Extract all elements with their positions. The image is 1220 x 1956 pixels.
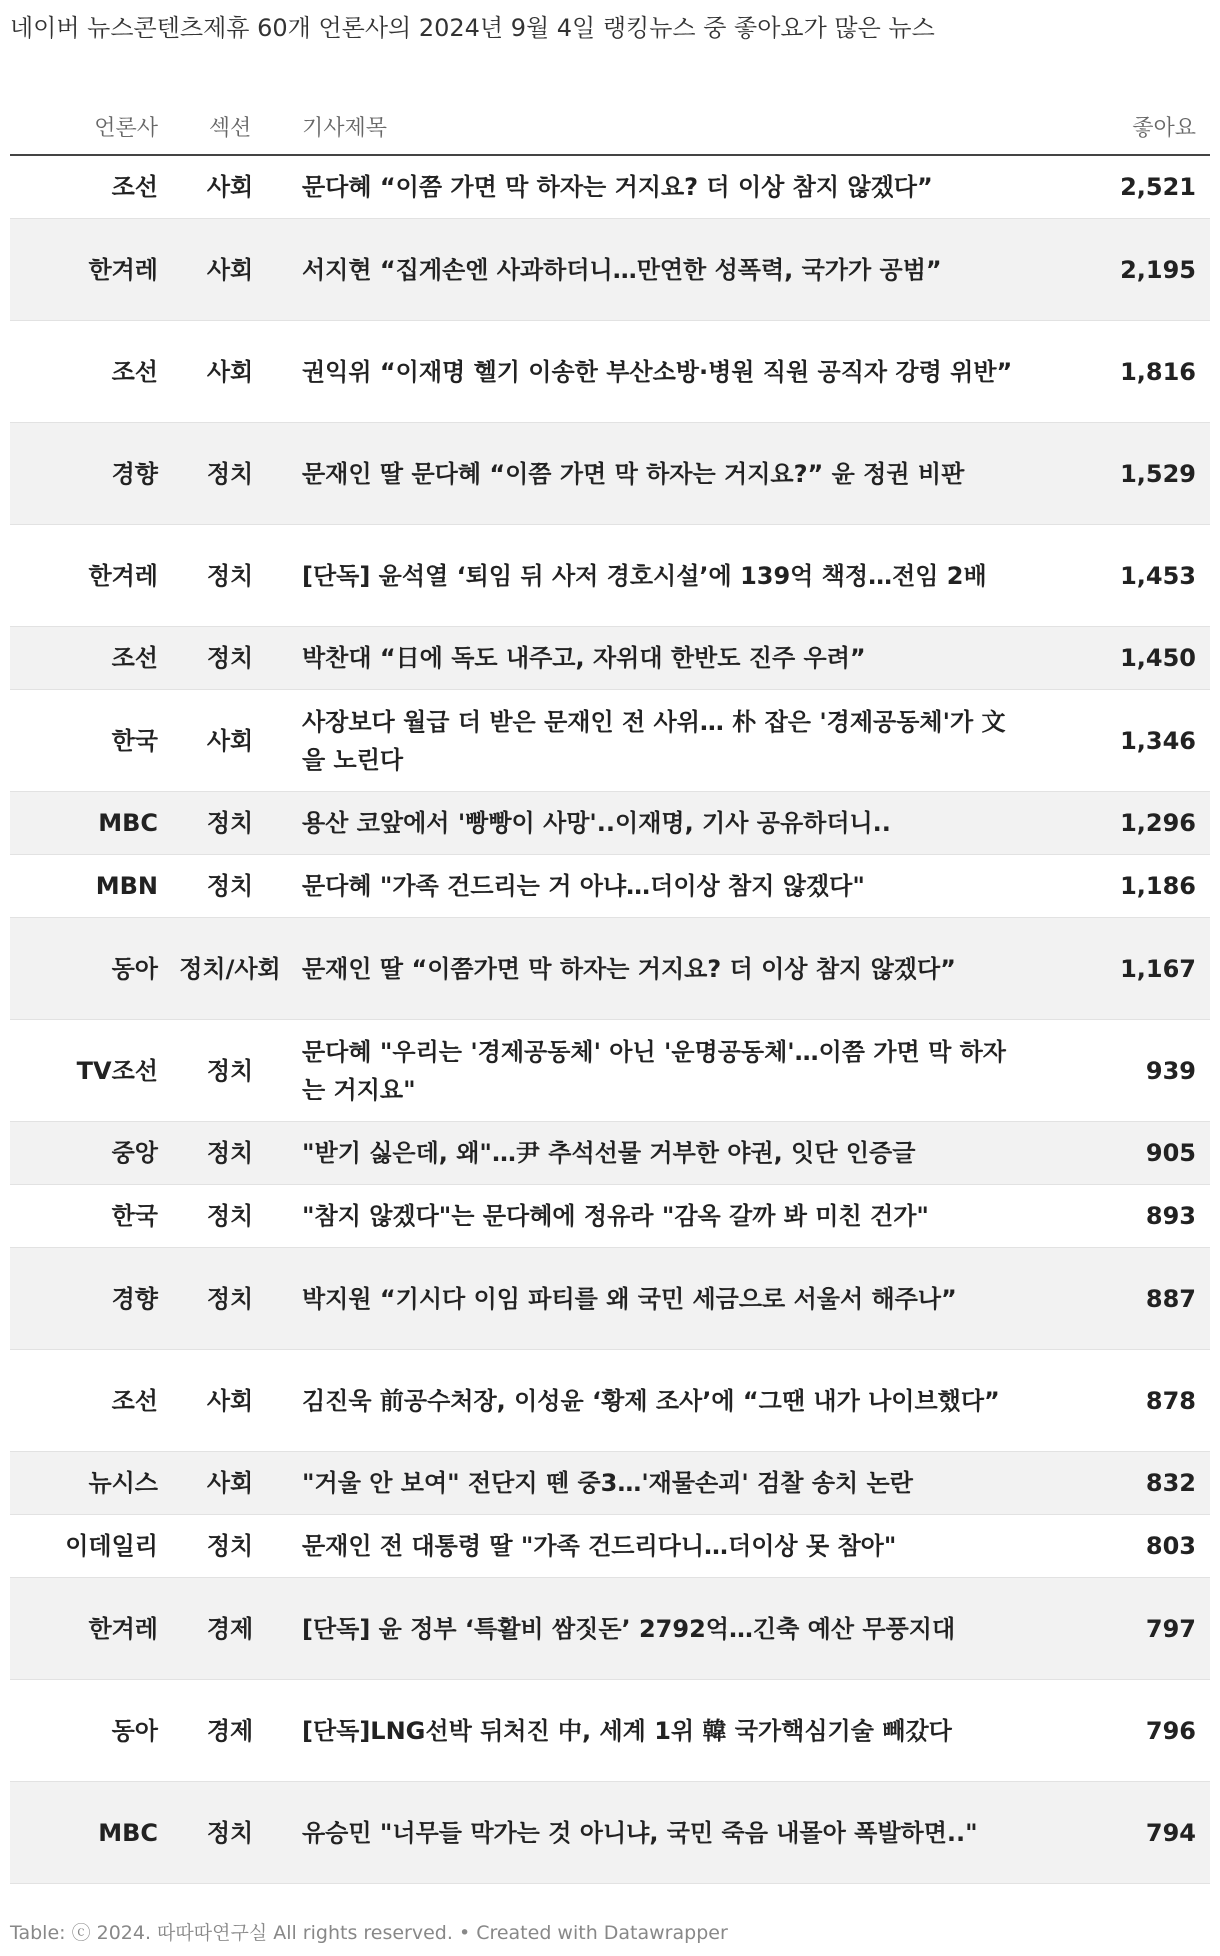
publisher-cell: 경향	[10, 423, 170, 525]
table-row	[10, 855, 1210, 918]
table-row	[10, 690, 1210, 792]
table-row	[10, 321, 1210, 423]
section-cell: 정치	[170, 1122, 290, 1185]
article-title-cell: [단독] 윤석열 ‘퇴임 뒤 사저 경호시설’에 139억 책정…전임 2배	[290, 525, 1050, 627]
likes-cell: 1,453	[1050, 525, 1210, 627]
table-row	[10, 1248, 1210, 1350]
table-row	[10, 155, 1210, 219]
likes-cell: 878	[1050, 1350, 1210, 1452]
section-cell: 정치	[170, 855, 290, 918]
article-title-cell: 문재인 전 대통령 딸 "가족 건드리다니…더이상 못 참아"	[290, 1515, 1050, 1578]
column-header-article-title: 기사제목	[290, 98, 1050, 155]
table-footer: Table: ⓒ 2024. 따따따연구실 All rights reserved. • Created with Datawrapper	[10, 1922, 728, 1944]
section-cell: 정치	[170, 1185, 290, 1248]
section-cell: 사회	[170, 155, 290, 219]
likes-cell: 797	[1050, 1578, 1210, 1680]
table-row	[10, 1350, 1210, 1452]
likes-cell: 1,816	[1050, 321, 1210, 423]
table-row	[10, 1452, 1210, 1515]
publisher-cell: 한국	[10, 690, 170, 792]
section-cell: 사회	[170, 1350, 290, 1452]
likes-cell: 2,521	[1050, 155, 1210, 219]
section-cell: 경제	[170, 1578, 290, 1680]
section-cell: 정치	[170, 1020, 290, 1122]
ranking-table	[10, 98, 1210, 1884]
section-cell: 정치	[170, 1515, 290, 1578]
publisher-cell: 동아	[10, 918, 170, 1020]
section-cell: 사회	[170, 690, 290, 792]
likes-cell: 1,346	[1050, 690, 1210, 792]
article-title-cell: 서지현 “집게손엔 사과하더니…만연한 성폭력, 국가가 공범”	[290, 219, 1050, 321]
likes-cell: 887	[1050, 1248, 1210, 1350]
section-cell: 정치	[170, 1782, 290, 1884]
table-row	[10, 1578, 1210, 1680]
section-cell: 정치	[170, 792, 290, 855]
publisher-cell: MBC	[10, 792, 170, 855]
publisher-cell: 조선	[10, 321, 170, 423]
likes-cell: 1,450	[1050, 627, 1210, 690]
table-title: 네이버 뉴스콘텐츠제휴 60개 언론사의 2024년 9월 4일 랭킹뉴스 중 좋아요가 많은 뉴스	[10, 14, 935, 42]
publisher-cell: 조선	[10, 627, 170, 690]
column-header-likes: 좋아요	[1050, 98, 1210, 155]
table-row	[10, 1122, 1210, 1185]
article-title-cell: 권익위 “이재명 헬기 이송한 부산소방·병원 직원 공직자 강령 위반”	[290, 321, 1050, 423]
section-cell: 정치	[170, 627, 290, 690]
article-title-cell: [단독] 윤 정부 ‘특활비 쌈짓돈’ 2792억…긴축 예산 무풍지대	[290, 1578, 1050, 1680]
section-cell: 사회	[170, 321, 290, 423]
table-row	[10, 627, 1210, 690]
article-title-cell: 문재인 딸 문다혜 “이쯤 가면 막 하자는 거지요?” 윤 정권 비판	[290, 423, 1050, 525]
section-cell: 정치	[170, 525, 290, 627]
publisher-cell: MBN	[10, 855, 170, 918]
table-row	[10, 219, 1210, 321]
likes-cell: 803	[1050, 1515, 1210, 1578]
table-row	[10, 1020, 1210, 1122]
article-title-cell: 문다혜 "가족 건드리는 거 아냐…더이상 참지 않겠다"	[290, 855, 1050, 918]
publisher-cell: 동아	[10, 1680, 170, 1782]
column-header-publisher: 언론사	[10, 98, 170, 155]
article-title-cell: "참지 않겠다"는 문다혜에 정유라 "감옥 갈까 봐 미친 건가"	[290, 1185, 1050, 1248]
table-row	[10, 1515, 1210, 1578]
column-header-section: 섹션	[170, 98, 290, 155]
likes-cell: 796	[1050, 1680, 1210, 1782]
publisher-cell: 조선	[10, 1350, 170, 1452]
table-row	[10, 918, 1210, 1020]
likes-cell: 2,195	[1050, 219, 1210, 321]
likes-cell: 1,186	[1050, 855, 1210, 918]
table-row	[10, 423, 1210, 525]
section-cell: 정치/사회	[170, 918, 290, 1020]
article-title-cell: "거울 안 보여" 전단지 뗀 중3…'재물손괴' 검찰 송치 논란	[290, 1452, 1050, 1515]
section-cell: 사회	[170, 219, 290, 321]
article-title-cell: 유승민 "너무들 막가는 것 아니냐, 국민 죽음 내몰아 폭발하면.."	[290, 1782, 1050, 1884]
table-row	[10, 1680, 1210, 1782]
likes-cell: 893	[1050, 1185, 1210, 1248]
likes-cell: 794	[1050, 1782, 1210, 1884]
publisher-cell: 한겨레	[10, 219, 170, 321]
header-row	[10, 98, 1210, 155]
likes-cell: 832	[1050, 1452, 1210, 1515]
publisher-cell: 중앙	[10, 1122, 170, 1185]
publisher-cell: 한국	[10, 1185, 170, 1248]
publisher-cell: 조선	[10, 155, 170, 219]
publisher-cell: TV조선	[10, 1020, 170, 1122]
likes-cell: 1,167	[1050, 918, 1210, 1020]
table-row	[10, 1782, 1210, 1884]
article-title-cell: 박지원 “기시다 이임 파티를 왜 국민 세금으로 서울서 해주나”	[290, 1248, 1050, 1350]
publisher-cell: 경향	[10, 1248, 170, 1350]
publisher-cell: 한겨레	[10, 1578, 170, 1680]
article-title-cell: 박찬대 “日에 독도 내주고, 자위대 한반도 진주 우려”	[290, 627, 1050, 690]
likes-cell: 939	[1050, 1020, 1210, 1122]
table-row	[10, 792, 1210, 855]
article-title-cell: 문다혜 "우리는 '경제공동체' 아닌 '운명공동체'…이쯤 가면 막 하자는 거지요"	[290, 1020, 1050, 1122]
publisher-cell: 한겨레	[10, 525, 170, 627]
article-title-cell: 문다혜 “이쯤 가면 막 하자는 거지요? 더 이상 참지 않겠다”	[290, 155, 1050, 219]
article-title-cell: 문재인 딸 “이쯤가면 막 하자는 거지요? 더 이상 참지 않겠다”	[290, 918, 1050, 1020]
article-title-cell: [단독]LNG선박 뒤처진 中, 세계 1위 韓 국가핵심기술 빼갔다	[290, 1680, 1050, 1782]
section-cell: 정치	[170, 423, 290, 525]
table-row	[10, 1185, 1210, 1248]
article-title-cell: "받기 싫은데, 왜"…尹 추석선물 거부한 야권, 잇단 인증글	[290, 1122, 1050, 1185]
publisher-cell: 뉴시스	[10, 1452, 170, 1515]
article-title-cell: 사장보다 월급 더 받은 문재인 전 사위… 朴 잡은 '경제공동체'가 文을 노린다	[290, 690, 1050, 792]
likes-cell: 1,296	[1050, 792, 1210, 855]
likes-cell: 905	[1050, 1122, 1210, 1185]
table-row	[10, 525, 1210, 627]
section-cell: 사회	[170, 1452, 290, 1515]
publisher-cell: 이데일리	[10, 1515, 170, 1578]
likes-cell: 1,529	[1050, 423, 1210, 525]
section-cell: 정치	[170, 1248, 290, 1350]
article-title-cell: 용산 코앞에서 '빵빵이 사망'..이재명, 기사 공유하더니..	[290, 792, 1050, 855]
section-cell: 경제	[170, 1680, 290, 1782]
publisher-cell: MBC	[10, 1782, 170, 1884]
article-title-cell: 김진욱 前공수처장, 이성윤 ‘황제 조사’에 “그땐 내가 나이브했다”	[290, 1350, 1050, 1452]
